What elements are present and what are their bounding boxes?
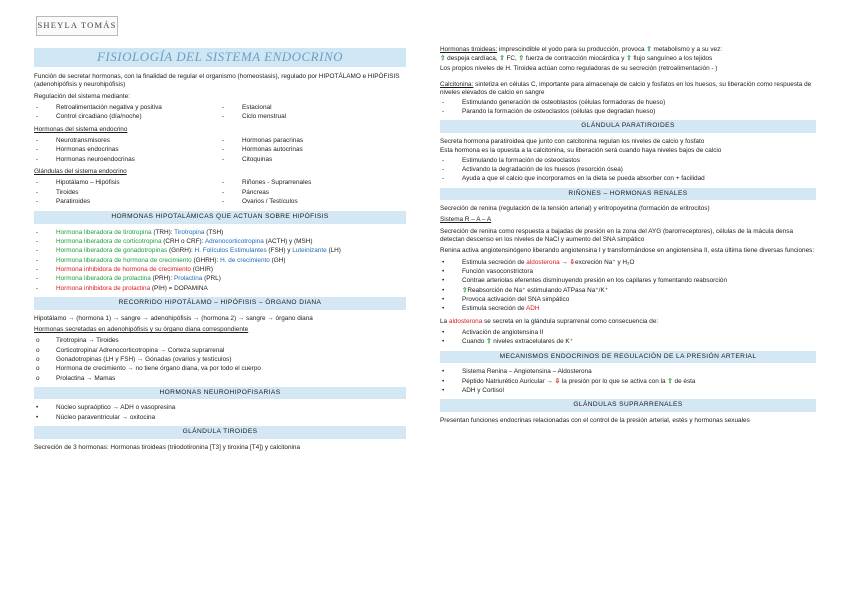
hypo-list (34, 229, 406, 293)
adrenal-text: Presentan funciones endocrinas relacionadas con el control de la presión arterial, estés y hormonas sexuales (440, 416, 750, 424)
hormones-list (34, 137, 406, 165)
raa-item (440, 305, 816, 313)
item-text: niveles extracelulares de K⁺ (491, 338, 574, 346)
arrow-up-icon: ⇧ (518, 55, 524, 63)
hormone-name: Hormona inhibidora de prolactina (56, 284, 151, 292)
bullet-marker: • (442, 277, 445, 285)
item-text: Citoquinas (242, 155, 273, 163)
bullet-marker: • (442, 338, 445, 346)
hypo-item (34, 275, 406, 283)
target-abbr: (LH) (326, 247, 341, 255)
item-text: Retroalimentación negativa y positiva (56, 103, 162, 111)
highlight-text: aldosterona (526, 258, 560, 266)
target-abbr: (ACTH) y (MSH) (263, 238, 313, 246)
bullet-marker: - (222, 197, 225, 205)
target-hormone: Prolactina (173, 275, 203, 283)
hormone-name: Hormona liberadora de gonadotropinas (56, 247, 168, 255)
list-item (34, 198, 220, 206)
list-item (220, 137, 406, 145)
item-text: Hormona de crecimiento → no tiene órgano diana, va por todo el cuerpo (56, 365, 261, 373)
hormone-abbr: (PRH): (150, 275, 174, 283)
bullet-marker: - (36, 284, 39, 292)
parathyroid-list (440, 157, 816, 184)
bullet-marker: - (442, 98, 445, 106)
kidney-heading: RIÑONES – HORMONAS RENALES (440, 188, 816, 201)
hormone-name: Hormona liberadora de prolactina (56, 275, 151, 283)
target-hormone: Luteinizante (292, 247, 327, 255)
hormone-name: Hormona liberadora de hormona de crecimiento (56, 256, 192, 264)
item-text: Ciclo menstrual (242, 113, 287, 121)
parathyroid-text-2: Esta hormona es la opuesta a la calcitonina, su liberación será cuando haya niveles bajos de calcio (440, 147, 722, 155)
aldo-list (440, 329, 816, 347)
item-text: Ovarios / Testículos (242, 197, 298, 205)
hormone-name: Hormona liberadora de tirotropina (56, 228, 152, 236)
hypo-item (34, 229, 406, 237)
bullet-marker: - (36, 247, 39, 255)
list-item (34, 137, 220, 145)
adrenal-heading: GLÁNDULAS SUPRARRENALES (440, 399, 816, 412)
hormone-abbr: (TRH): (151, 228, 175, 236)
list-item (440, 157, 816, 165)
list-item (220, 189, 406, 197)
item-text: Reabsorción de Na⁺ estimulando ATPasa Na⁺/K⁺ (467, 286, 609, 294)
raa-text: Secreción de renina como respuesta a bajadas de presión en la zona del AYG (barorreceptores), células de la mácula densa detectan descenso en los niveles de NaCl y aumento del SNA simpático (440, 227, 793, 244)
aldo-item (440, 329, 816, 337)
raa-item (440, 296, 816, 304)
aldo-red: aldosterona (448, 317, 483, 325)
arrow-up-icon: ⇧ (499, 55, 505, 63)
hormone-abbr: (GnRH): (167, 247, 195, 255)
route-text: Hipotálamo → (hormona 1) → sangre → adenohipófisis → (hormona 2) → sangre → órgano diana (34, 314, 313, 322)
bullet-marker: - (222, 103, 225, 111)
neuro-heading: HORMONAS NEUROHIPOFISARIAS (34, 387, 406, 400)
hypo-item (34, 238, 406, 246)
raa-item (440, 287, 816, 295)
bullet-marker: - (36, 275, 39, 283)
bullet-marker: - (36, 103, 39, 111)
item-text: Tiroides (56, 188, 79, 196)
hypo-item (34, 247, 406, 255)
list-item (34, 179, 220, 187)
hormone-name: Hormona liberadora de corticotropina (56, 238, 162, 246)
item-text: Cuando (462, 338, 487, 346)
hormones-heading: Hormonas del sistema endocrino (34, 125, 128, 133)
thyroid-hormones (440, 46, 816, 54)
arrow-up-icon: ⇧ (440, 55, 446, 63)
item-text: Estacional (242, 103, 272, 111)
item-text: Estimulando la formación de osteoclastos (462, 156, 580, 164)
bullet-marker: o (36, 365, 40, 373)
list-item (440, 166, 816, 174)
hypo-item (34, 266, 406, 274)
bullet-marker: - (36, 197, 39, 205)
list-item (220, 104, 406, 112)
target-hormone: H. de crecimiento (220, 256, 270, 264)
bullet-marker: • (36, 413, 39, 421)
item-text: Núcleo paraventricular → oxitocina (56, 413, 156, 421)
hypo-item (34, 285, 406, 293)
bullet-marker: - (442, 165, 445, 173)
bullet-marker: - (222, 146, 225, 154)
calcitonin-label: Calcitonina: (440, 80, 474, 88)
item-text: Hormonas endocrinas (56, 146, 119, 154)
author-name: SHEYLA TOMÁS (36, 16, 118, 36)
item-text: Hormonas neuroendocrinas (56, 155, 135, 163)
raa-label: Sistema R – A – A (440, 216, 492, 224)
list-item (34, 104, 220, 112)
aldo-post: se secreta en la glándula suprarrenal como consecuencia de: (482, 317, 659, 325)
hormone-abbr: (CRH o CRF): (161, 238, 205, 246)
thyroid-text: Secreción de 3 hormonas: Hormonas tiroideas (triiodotironina [T3] y tiroxina [T4]) y calcitonina (34, 443, 301, 451)
item-text: de ésta (672, 377, 696, 385)
parathyroid-heading: GLÁNDULA PARATIROIDES (440, 120, 816, 133)
list-item (34, 189, 220, 197)
raa-item (440, 277, 816, 285)
thyroid-hormones-label: Hormonas tiroideas: (440, 46, 498, 53)
item-text: Tirotropina → Tiroides (56, 337, 119, 345)
item-text: Parando la formación de osteoclastos (células que degradan hueso) (462, 107, 656, 115)
item-text: Hipotálamo – Hipófisis (56, 179, 120, 187)
right-column (440, 46, 816, 428)
thyroid-hormones-tail: metabolismo y a su vez: (651, 46, 723, 53)
list-item (440, 108, 816, 116)
page-title: FISIOLOGÍA DEL SISTEMA ENDOCRINO (34, 48, 406, 67)
hormone-abbr: (GHRH): (191, 256, 221, 264)
item-text: Riñones - Suprarrenales (242, 179, 312, 187)
arrow-up-icon: ⇧ (667, 377, 673, 385)
bullet-marker: o (36, 346, 40, 354)
pressure-list (440, 368, 816, 395)
intro-text: Función de secretar hormonas, con la finalidad de regular el organismo (homeostasis), regulado por HIPOTÁLAMO e HIPÓFISIS (adenohipófisis y neurohipófisis) (34, 72, 400, 89)
list-item (34, 365, 406, 373)
bullet-marker: - (442, 175, 445, 183)
bullet-marker: - (36, 188, 39, 196)
bullet-marker: - (36, 146, 39, 154)
list-item (34, 375, 406, 383)
bullet-marker: o (36, 337, 40, 345)
bullet-marker: - (36, 113, 39, 121)
raa-list (440, 259, 816, 314)
item-text: Activando la degradación de los huesos (resorción ósea) (462, 165, 623, 173)
bullet-marker: - (222, 155, 225, 163)
arrow-up-icon: ⇧ (646, 46, 652, 53)
list-item (34, 146, 220, 154)
list-item (34, 414, 406, 422)
bullet-marker: • (36, 404, 39, 412)
bullet-marker: • (442, 286, 445, 294)
bullet-marker: - (36, 256, 39, 264)
bullet-marker: • (442, 377, 445, 385)
calcitonin-list (440, 99, 816, 117)
thyroid-levels: Los propios niveles de H. Tiroidea actúan como reguladoras de su secreción (retroalimentación - ) (440, 64, 718, 72)
raa-text-2: Renina activa angiotensinógeno liberando angiotensina I y transformándose en angiotensina II, esta última tiene diversas funciones: (440, 247, 815, 255)
bullet-marker: • (442, 268, 445, 276)
calcitonin-text (440, 81, 816, 98)
aldo-pre: La (440, 317, 449, 325)
item-text: Función vasoconstrictora (462, 268, 534, 276)
glands-heading: Glándulas del sistema endocrino (34, 167, 127, 175)
item-text: Corticotropina/ Adrenocorticotropina → Corteza suprarrenal (56, 346, 225, 354)
target-hormone: H. Folículos Estimulantes (194, 247, 267, 255)
neuro-list (34, 404, 406, 422)
item-text: → (559, 258, 570, 266)
target-hormone: Adrenocorticotropina (204, 238, 264, 246)
arrow-up-icon: ⇧ (462, 286, 468, 294)
item-text: Núcleo supraóptico → ADH o vasopresina (56, 404, 176, 412)
adeno-list (34, 337, 406, 383)
item-text: Péptido Natriurético Auricular → (462, 377, 555, 385)
list-item (220, 198, 406, 206)
bullet-marker: o (36, 374, 40, 382)
hormone-abbr: (GHIR) (191, 266, 214, 274)
item-text: Estimula secreción de (462, 258, 527, 266)
list-item (34, 156, 220, 164)
thyroid-effect: flujo sanguíneo a los tejidos (631, 55, 713, 63)
target-hormone: Tirotropina (174, 228, 205, 236)
pressure-item (440, 387, 816, 395)
bullet-marker: - (36, 136, 39, 144)
item-text: Sistema Renina – Angiotensina – Aldosterona (462, 368, 592, 376)
thyroid-hormones-text: imprescindible el yodo para su producción, provoca (497, 46, 647, 53)
pressure-item (440, 368, 816, 376)
target-abbr: (GH) (269, 256, 286, 264)
item-text: Provoca activación del SNA simpático (462, 296, 570, 304)
bullet-marker: • (442, 296, 445, 304)
pressure-heading: MECANISMOS ENDOCRINOS DE REGULACIÓN DE LA PRESIÓN ARTERIAL (440, 351, 816, 364)
bullet-marker: • (442, 305, 445, 313)
list-item (440, 99, 816, 107)
item-text: Contrae arteriolas eferentes disminuyendo presión en los capilares y fomentando reabsorción (462, 277, 728, 285)
list-item (220, 156, 406, 164)
route-heading: RECORRIDO HIPOTÁLAMO – HIPÓFISIS – ÓRGANO DIANA (34, 297, 406, 310)
aldo-text (440, 318, 816, 326)
list-item (34, 404, 406, 412)
hypo-heading: HORMONAS HIPOTALÁMICAS QUE ACTUAN SOBRE HIPÓFISIS (34, 211, 406, 224)
list-item (34, 356, 406, 364)
list-item (220, 146, 406, 154)
list-item (220, 113, 406, 121)
thyroid-effect: fuerza de contracción miocárdica y (523, 55, 627, 63)
target-abbr: (TSH) (204, 228, 224, 236)
item-text: Estimula secreción de (462, 305, 526, 313)
adeno-heading: Hormonas secretadas en adenohipófisis y su órgano diana correspondiente (34, 325, 249, 333)
highlight-text: ADH (525, 305, 540, 313)
hormone-name: Hormona inhibidora de hormona de crecimiento (56, 266, 191, 274)
thyroid-effect: despeja cardíaca, (445, 55, 500, 63)
list-item (34, 113, 220, 121)
bullet-marker: • (442, 258, 445, 266)
thyroid-heading: GLÁNDULA TIROIDES (34, 426, 406, 439)
raa-item (440, 268, 816, 276)
bullet-marker: - (222, 179, 225, 187)
glands-list (34, 179, 406, 207)
item-text: Ayuda a que el calcio que incorporamos en la dieta se pueda absorber con + facilidad (462, 175, 705, 183)
item-text: Hormonas paracrinas (242, 136, 304, 144)
item-text: Control circadiano (día/noche) (56, 113, 142, 121)
item-text: Páncreas (242, 188, 269, 196)
bullet-marker: - (222, 136, 225, 144)
item-text: Prolactina → Mamas (56, 374, 116, 382)
hormone-abbr: (PIH) = DOPAMINA (150, 284, 208, 292)
list-item (34, 347, 406, 355)
bullet-marker: • (442, 329, 445, 336)
list-item (220, 179, 406, 187)
list-item (34, 337, 406, 345)
aldo-item (440, 338, 816, 346)
target-abbr: (PRL) (202, 275, 221, 283)
regulation-label: Regulación del sistema mediante: (34, 92, 130, 100)
raa-item (440, 259, 816, 267)
bullet-marker: - (36, 266, 39, 274)
item-text: la presión por lo que se activa con la (560, 377, 668, 385)
arrow-down-icon: ⇩ (554, 377, 561, 385)
list-item (440, 175, 816, 183)
arrow-down-icon: ⇩ (569, 258, 576, 266)
bullet-marker: - (222, 188, 225, 196)
bullet-marker: - (36, 155, 39, 163)
kidney-text: Secreción de renina (regulación de la tensión arterial) y eritropoyetina (formación de eritrocitos) (440, 205, 710, 213)
item-text: Neurotransmisores (56, 136, 110, 144)
item-text: Gonadotropinas (LH y FSH) → Gónadas (ovarios y testículos) (56, 355, 232, 363)
item-text: Paratiroides (56, 197, 91, 205)
bullet-marker: - (442, 107, 445, 115)
target-abbr: (FSH) y (266, 247, 293, 255)
item-text: Hormonas autocrinas (242, 146, 303, 154)
item-text: Activación de angiotensina II (462, 329, 544, 336)
thyroid-effects (440, 55, 816, 63)
item-text: ADH y Cortisol (462, 386, 504, 394)
arrow-up-icon: ⇧ (626, 55, 632, 63)
bullet-marker: - (36, 179, 39, 187)
left-column (34, 46, 406, 455)
bullet-marker: • (442, 368, 445, 376)
item-text: Estimulando generación de osteoblastos (células formadoras de hueso) (462, 98, 666, 106)
pressure-item (440, 378, 816, 386)
bullet-marker: - (222, 113, 225, 121)
hypo-item (34, 257, 406, 265)
regulation-list (34, 104, 406, 123)
arrow-up-icon: ⇧ (486, 338, 492, 346)
bullet-marker: • (442, 386, 445, 394)
bullet-marker: - (36, 228, 39, 236)
calcitonin-body: sintetiza en células C, importante para almacenaje de calcio y fosfatos en los huesos, su liberación como respuesta de niveles elevados de calcio en sangre (440, 80, 812, 97)
bullet-marker: o (36, 355, 40, 363)
bullet-marker: - (442, 156, 445, 164)
bullet-marker: - (36, 238, 39, 246)
thyroid-effect: FC, (504, 55, 519, 63)
item-text: excreción Na⁺ y H₂O (575, 258, 635, 266)
parathyroid-text-1: Secreta hormona paratiroidea que junto con calcitonina regulan los niveles de calcio y fosfato (440, 137, 705, 145)
